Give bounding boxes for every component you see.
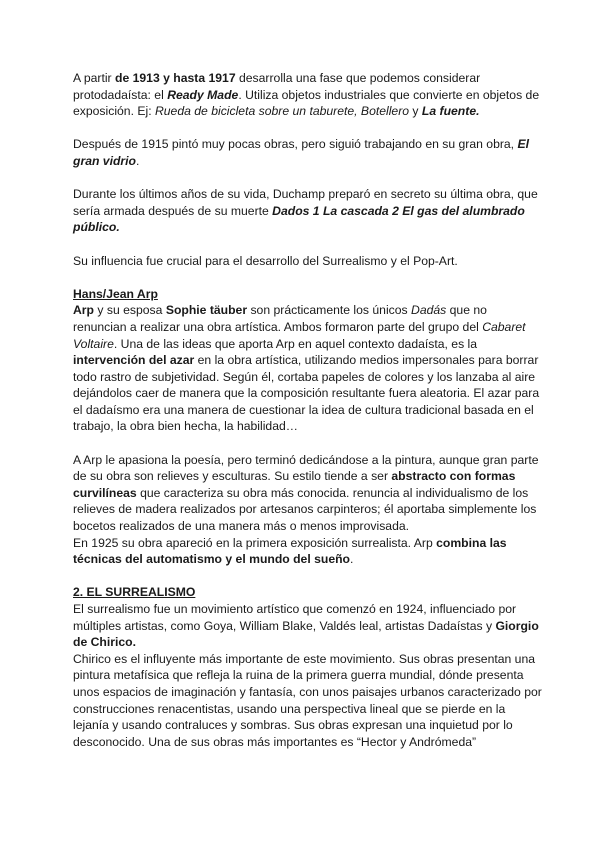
bold-text: Giorgio de Chirico. — [73, 618, 539, 650]
text-run: Después de 1915 pintó muy pocas obras, pero siguió trabajando en su gran obra, — [73, 137, 518, 152]
duchamp-gran-vidrio-paragraph — [73, 136, 543, 169]
text-run: y su esposa — [94, 303, 166, 318]
text-run: . Utiliza objetos industriales que convierte en objetos de exposición. Ej: — [73, 87, 540, 119]
duchamp-ultima-obra-paragraph — [73, 186, 543, 236]
text-run: en la obra artística, utilizando medios impersonales para borrar todo rastro de subjetividad. Según él, cortaba papeles de colores y los lanzaba al aire dejándolos caer de manera que la composición resultante fuera aleatoria. El azar para el dadaísmo era una manera de cuestionar la idea de cultura tradicional basada en el trabajo, la obra bien hecha, la habilidad… — [73, 353, 540, 434]
italic-text: Cabaret Voltaire — [73, 319, 526, 351]
text-run: son prácticamente los únicos — [247, 303, 412, 318]
bold-italic-text: El gran vidrio — [73, 137, 529, 168]
bold-italic-text: Dados 1 La cascada 2 El gas del alumbrado público. — [73, 203, 525, 235]
document-page — [73, 70, 543, 750]
bold-italic-text: Ready Made — [167, 87, 239, 102]
bold-text: Sophie täuber — [165, 303, 248, 318]
chirico-paragraph: Chirico es el influyente más importante de este movimiento. Sus obras presentan una pintura metafísica que refleja la ruina de la primera guerra mundial, dónde presenta unos espacios de imaginación y fantasía, con unos paisajes urbanos caracterizado por construcciones renacentistas, usando una perspectiva lineal que se pierde en la lejanía y usando contraluces y sombras. Sus obras expresan una inquietud por lo desconocido. Una de sus obras más importantes es “Hector y Andrómeda” — [73, 651, 542, 749]
arp-azar-paragraph — [73, 302, 543, 435]
duchamp-ready-made-paragraph — [73, 70, 543, 120]
italic-text: Dadás — [411, 303, 447, 318]
bold-italic-text: La fuente. — [421, 104, 480, 119]
surrealismo-heading: 2. EL SURREALISMO — [73, 585, 196, 600]
text-run: . — [350, 552, 354, 567]
bold-text: intervención del azar — [73, 353, 195, 368]
duchamp-influencia-paragraph: Su influencia fue crucial para el desarrollo del Surrealismo y el Pop-Art. — [73, 253, 458, 268]
text-run: Durante los últimos años de su vida, Duchamp preparó en secreto su última obra, que sería armada después de su muerte — [73, 187, 538, 218]
text-run: desarrolla una fase que podemos considerar protodadaísta: el — [73, 71, 481, 102]
text-run: En 1925 su obra apareció en la primera exposición surrealista. Arp — [73, 535, 437, 550]
text-run: A Arp le apasiona la poesía, pero terminó dedicándose a la pintura, aunque gran parte de su obra son relieves y esculturas. Su estilo tiende a ser — [73, 452, 539, 484]
text-run: . — [135, 153, 140, 168]
arp-heading: Hans/Jean Arp — [73, 286, 158, 301]
arp-estilo-paragraph — [73, 452, 543, 535]
bold-text: abstracto con formas curvilíneas — [73, 469, 516, 500]
arp-exposicion-paragraph — [73, 535, 543, 568]
bold-text: Arp — [73, 303, 94, 318]
bold-text: de 1913 y hasta 1917 — [115, 71, 236, 85]
text-run: y — [409, 104, 422, 119]
text-run: que no renuncian a realizar una obra artística. Ambos formaron parte del grupo del — [73, 303, 487, 334]
text-run: que caracteriza su obra más conocida. renuncia al individualismo de los relieves de madera realizados por artesanos carpinteros; él aportaba simplemente los bocetos realizados de una manera más o menos improvisada. — [73, 485, 537, 534]
bold-text: combina las técnicas del automatismo y el mundo del sueño — [73, 535, 507, 567]
italic-text: Rueda de bicicleta sobre un taburete, Botellero — [154, 104, 410, 119]
text-run: A partir — [73, 71, 115, 85]
text-run: El surrealismo fue un movimiento artístico que comenzó en 1924, influenciado por múltiples artistas, como Goya, William Blake, Valdés leal, artistas Dadaístas y — [73, 602, 517, 633]
text-run: . Una de las ideas que aporta Arp en aquel contexto dadaísta, es la — [113, 336, 478, 351]
surrealismo-intro-paragraph — [73, 601, 543, 651]
